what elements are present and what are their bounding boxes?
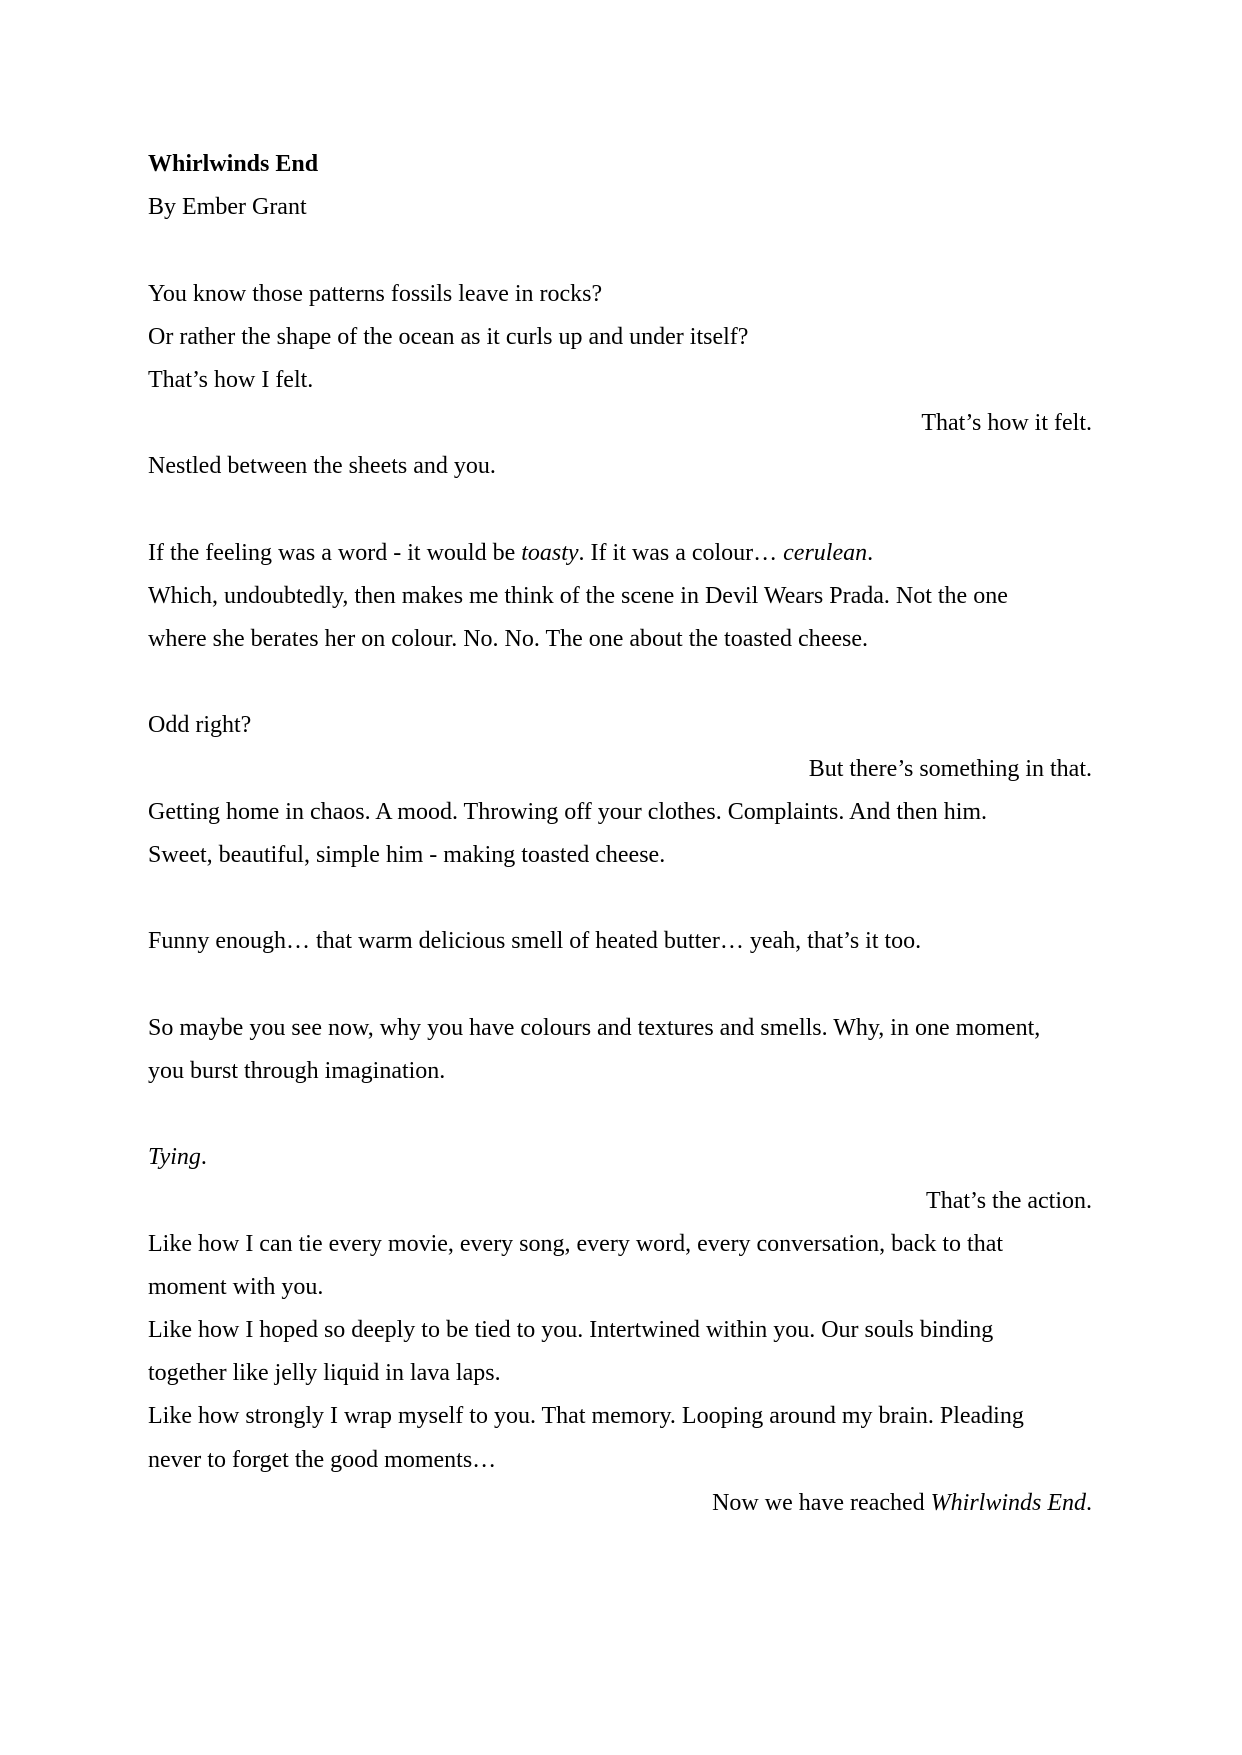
blank-line [148,877,1092,920]
poem-line: Getting home in chaos. A mood. Throwing off your clothes. Complaints. And then him. [148,798,988,825]
poem-title [148,143,1092,186]
poem-author [148,186,1092,229]
poem-line: you burst through imagination. [148,1057,446,1084]
poem-author-text: By Ember Grant [148,194,307,221]
poem-line: together like jelly liquid in lava laps. [148,1360,501,1387]
blank-line [148,964,1092,1007]
poem-line: Like how I hoped so deeply to be tied to you. Intertwined within you. Our souls binding [148,1317,994,1344]
blank-line [148,489,1092,532]
poem-line: That’s how I felt. [148,366,314,393]
blank-line [148,229,1092,272]
poem-line: Which, undoubtedly, then makes me think of the scene in Devil Wears Prada. Not the one [148,582,1008,609]
poem-line: moment with you. [148,1273,324,1300]
poem-closing-line: Now we have reached Whirlwinds End. [712,1489,1092,1516]
poem-line: You know those patterns fossils leave in rocks? [148,280,603,307]
poem-line: Nestled between the sheets and you. [148,453,496,480]
poem-line: So maybe you see now, why you have colours and textures and smells. Why, in one moment, [148,1014,1041,1041]
poem-line: Odd right? [148,712,252,739]
poem-line: If the feeling was a word - it would be toasty. If it was a colour… cerulean. [148,539,874,566]
poem-line: Like how strongly I wrap myself to you. That memory. Looping around my brain. Pleading [148,1403,1024,1430]
italic-title-reference: Whirlwinds End [930,1489,1086,1516]
poem-line-right-aligned: But there’s something in that. [808,755,1092,782]
poem-title-text: Whirlwinds End [148,151,319,177]
poem-line-right-aligned: That’s how it felt. [921,410,1092,437]
blank-line [148,661,1092,704]
poem-line: Tying. [148,1144,207,1171]
poem-line-right-aligned: That’s the action. [926,1187,1092,1214]
poem-line: Or rather the shape of the ocean as it curls up and under itself? [148,323,749,350]
poem-line: where she berates her on colour. No. No. The one about the toasted cheese. [148,626,868,653]
poem-line: Like how I can tie every movie, every song, every word, every conversation, back to that [148,1230,1004,1257]
poem-line: never to forget the good moments… [148,1446,497,1473]
poem-line: Funny enough… that warm delicious smell of heated butter… yeah, that’s it too. [148,928,922,955]
italic-word: toasty [521,539,579,566]
italic-word: cerulean [783,539,868,566]
italic-word: Tying [148,1144,201,1171]
blank-line [148,1093,1092,1136]
poem-line: Sweet, beautiful, simple him - making toasted cheese. [148,842,666,868]
